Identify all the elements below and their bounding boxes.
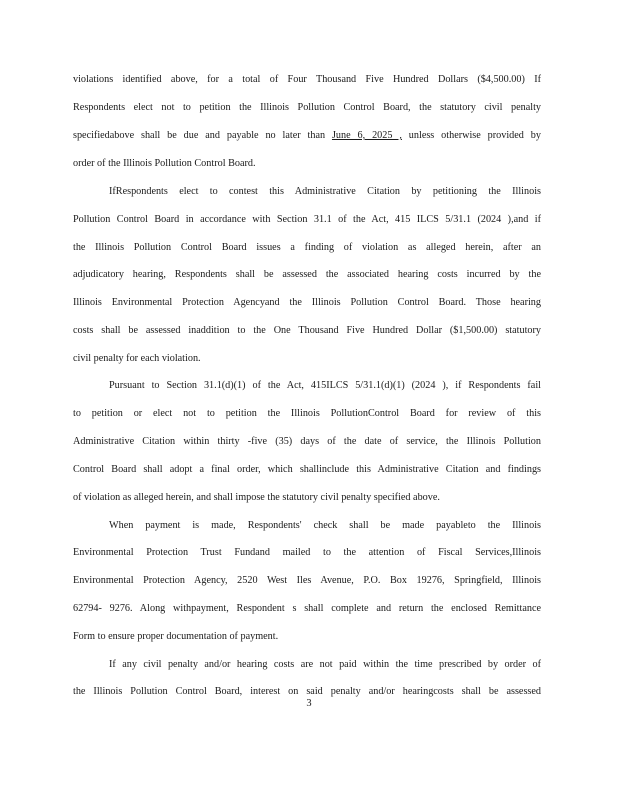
- paragraph-2-line-1: IfRespondents elect to contest this Administrative Citation by petitioning the Illinois: [109, 186, 541, 197]
- paragraph-4-line-5: Form to ensure proper documentation of payment.: [73, 631, 279, 642]
- paragraph-4-line-1: When payment is made, Respondents' check shall be made payableto the Illinois: [109, 520, 541, 531]
- due-date: June 6, 2025 ,: [331, 130, 402, 141]
- paragraph-1-line-1: violations identified above, for a total of Four Thousand Five Hundred Dollars ($4,500.00) If: [73, 74, 541, 85]
- paragraph-2-line-5: Illinois Environmental Protection Agencyand the Illinois Pollution Control Board. Those hearing: [73, 297, 541, 308]
- paragraph-2-line-3: the Illinois Pollution Control Board issues a finding of violation as alleged herein, after an: [73, 242, 541, 253]
- paragraph-4-line-3: Environmental Protection Agency, 2520 West Iles Avenue, P.O. Box 19276, Springfield, Illinois: [73, 575, 541, 586]
- paragraph-4-line-4: 62794- 9276. Along withpayment, Respondent s shall complete and return the enclosed Remittance: [73, 603, 541, 614]
- paragraph-3-line-5: of violation as alleged herein, and shall impose the statutory civil penalty specified above.: [73, 492, 440, 503]
- paragraph-3-line-3: Administrative Citation within thirty -five (35) days of the date of service, the Illinois Pollution: [73, 436, 541, 447]
- paragraph-2-line-6: costs shall be assessed inaddition to the One Thousand Five Hundred Dollar ($1,500.00) statutory: [73, 325, 541, 336]
- paragraph-1-line-3: [73, 129, 541, 143]
- paragraph-2-line-4: adjudicatory hearing, Respondents shall be assessed the associated hearing costs incurred by the: [73, 269, 541, 280]
- page-number: 3: [306, 698, 312, 709]
- paragraph-1-line-2: Respondents elect not to petition the Illinois Pollution Control Board, the statutory civil penalty: [73, 102, 541, 113]
- paragraph-1-line-4: order of the Illinois Pollution Control Board.: [73, 158, 256, 169]
- paragraph-1-line-3-text: specifiedabove shall be due and payable no later than: [73, 130, 332, 141]
- paragraph-3-line-1: Pursuant to Section 31.1(d)(1) of the Act, 415ILCS 5/31.1(d)(1) (2024 ), if Respondents fail: [109, 380, 541, 391]
- paragraph-3-line-4: Control Board shall adopt a final order, which shallinclude this Administrative Citation and findings: [73, 464, 541, 475]
- paragraph-4-line-2: Environmental Protection Trust Fundand mailed to the attention of Fiscal Services,Illinois: [73, 547, 541, 558]
- paragraph-5-line-2: the Illinois Pollution Control Board, interest on said penalty and/or hearingcosts shall be assessed: [73, 686, 541, 697]
- paragraph-2-line-7: civil penalty for each violation.: [73, 353, 201, 364]
- paragraph-3-line-2: to petition or elect not to petition the Illinois PollutionControl Board for review of this: [73, 408, 541, 419]
- paragraph-5-line-1: If any civil penalty and/or hearing costs are not paid within the time prescribed by order of: [109, 659, 541, 670]
- paragraph-1-line-3-tail: unless otherwise provided by: [401, 130, 541, 141]
- paragraph-2-line-2: Pollution Control Board in accordance with Section 31.1 of the Act, 415 ILCS 5/31.1 (2024 ),and if: [73, 214, 541, 225]
